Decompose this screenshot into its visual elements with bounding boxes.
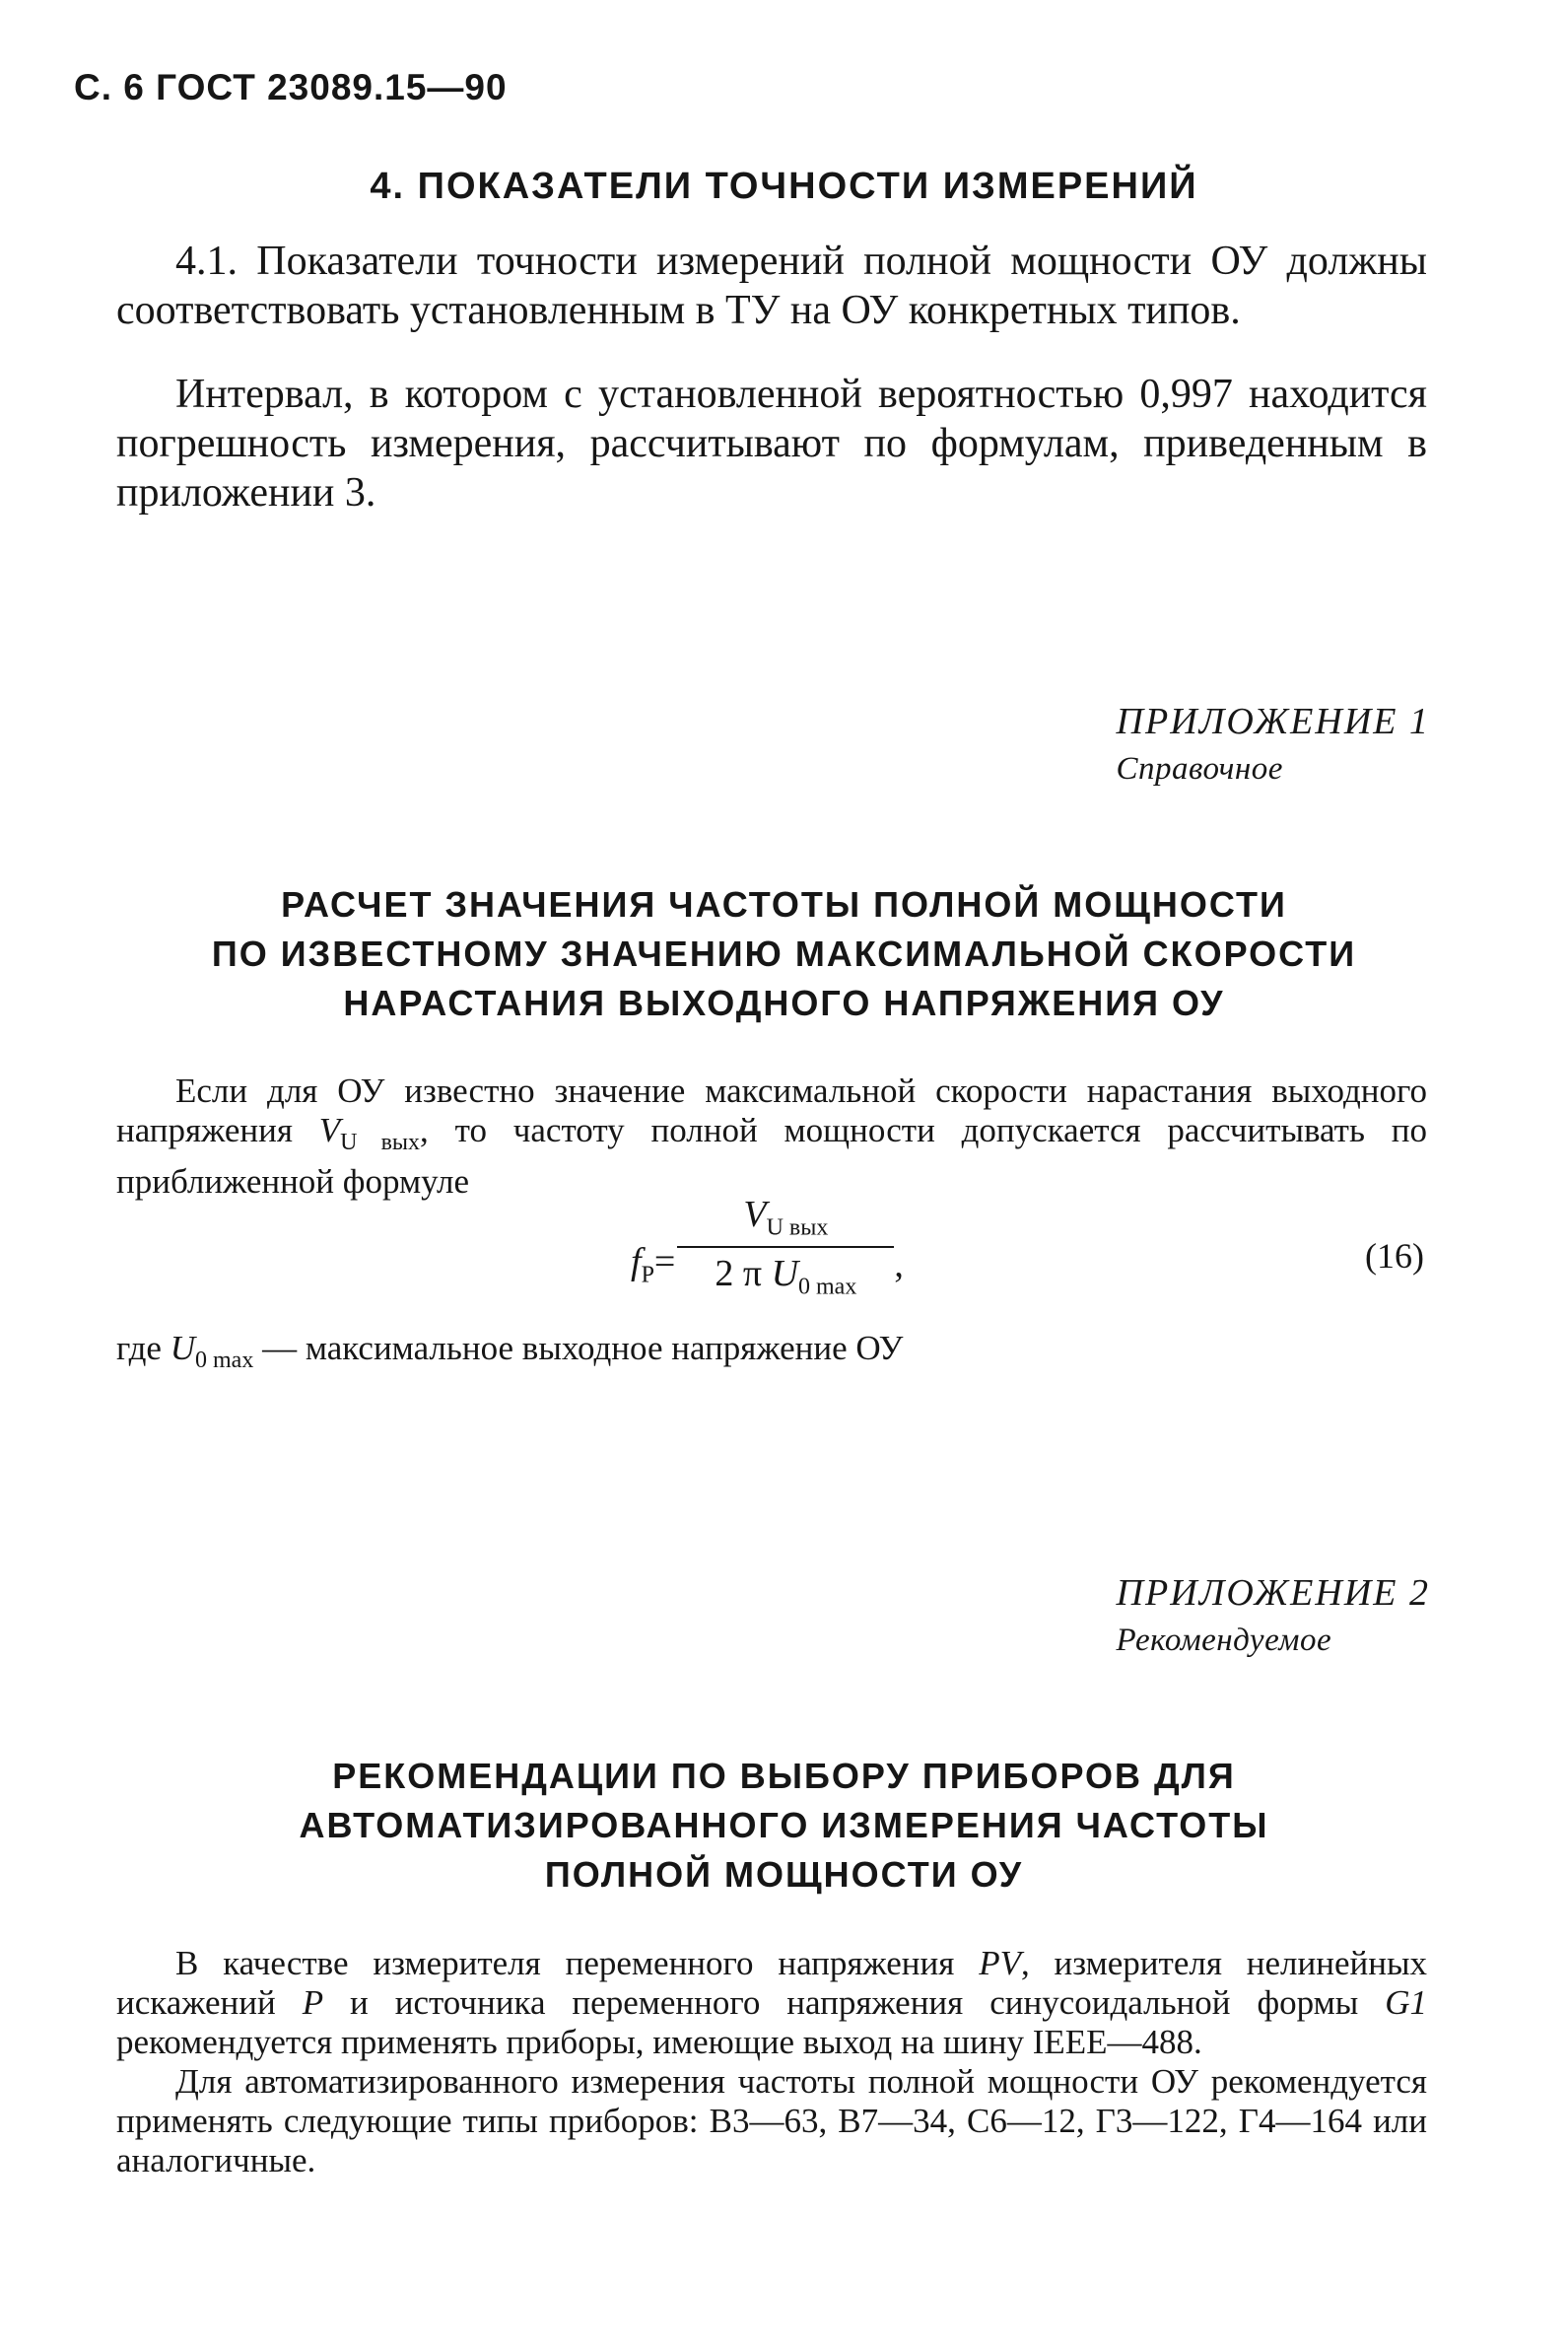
formula-numerator-sub: U вых: [766, 1214, 829, 1241]
formula-equals: =: [653, 1240, 676, 1282]
appendix-1-paragraph: [116, 1072, 1427, 1202]
where-prefix: где: [116, 1329, 170, 1367]
formula-number: (16): [1365, 1236, 1424, 1276]
section-4-title: 4. ПОКАЗАТЕЛИ ТОЧНОСТИ ИЗМЕРЕНИЙ: [370, 166, 1198, 207]
appendix-1-text-after: , то частоту полной мощности допускается рассчитывать по приближенной формуле: [116, 1111, 1427, 1201]
appendix-1-kind: Справочное: [1116, 751, 1283, 787]
formula-comma: ,: [894, 1243, 904, 1285]
section-4-paragraph-2: Интервал, в котором с установленной вероятностью 0,997 находится погрешность измерения, рассчитывают по формулам, приведенным в приложении 3.: [116, 372, 1427, 516]
appendix-2-p1-d: рекомендуется применять приборы, имеющие выход на шину IEEE—488.: [116, 2023, 1202, 2061]
appendix-2-title: [0, 1752, 1568, 1900]
formula-denominator-sub: 0 max: [798, 1274, 857, 1300]
appendix-2-p1-b: , измерителя нелинейных искажений: [116, 1944, 1427, 2022]
appendix-2-p1-a: В качестве измерителя переменного напряжения: [175, 1944, 980, 1982]
formula-denominator-var: U: [771, 1252, 799, 1294]
page-header: С. 6 ГОСТ 23089.15—90: [74, 67, 508, 107]
where-text: — максимальное выходное напряжение ОУ: [253, 1329, 904, 1367]
formula-16: [631, 1193, 904, 1300]
formula-where-clause: [116, 1329, 903, 1374]
appendix-2-label: ПРИЛОЖЕНИЕ 2: [1116, 1572, 1430, 1614]
appendix-1-title-line: НАРАСТАНИЯ ВЫХОДНОГО НАПРЯЖЕНИЯ ОУ: [343, 983, 1225, 1023]
appendix-2-label-block: [1117, 1569, 1430, 1664]
section-4-paragraph-1: 4.1. Показатели точности измерений полной мощности ОУ должны соответствовать установленным в ТУ на ОУ конкретных типов.: [116, 239, 1427, 333]
formula-numerator: V: [743, 1194, 767, 1235]
appendix-1-title: [0, 880, 1568, 1028]
appendix-1-text-before: Если для ОУ известно значение максимальной скорости нарастания выходного напряжения: [116, 1072, 1427, 1149]
formula-lhs-sub: P: [641, 1262, 654, 1288]
symbol-v: V: [318, 1111, 341, 1149]
appendix-2-p1-c: и источника переменного напряжения синусоидальной формы: [323, 1983, 1386, 2022]
appendix-2-paragraph-1: [116, 1944, 1427, 2062]
formula-lhs: f: [631, 1240, 642, 1282]
where-sub: 0 max: [195, 1348, 254, 1373]
appendix-1-label: ПРИЛОЖЕНИЕ 1: [1116, 701, 1430, 742]
appendix-2-title-line: ПОЛНОЙ МОЩНОСТИ ОУ: [544, 1854, 1024, 1895]
symbol-v-sub: U вых: [340, 1130, 421, 1155]
appendix-2-paragraph-2: Для автоматизированного измерения частоты полной мощности ОУ рекомендуется применять следующие типы приборов: В3—63, В7—34, С6—12, Г3—122, Г4—164 или аналогичные.: [116, 2062, 1427, 2179]
formula-denominator-prefix: 2 π: [715, 1252, 772, 1294]
appendix-1-label-block: [1117, 698, 1430, 793]
appendix-1-title-line: РАСЧЕТ ЗНАЧЕНИЯ ЧАСТОТЫ ПОЛНОЙ МОЩНОСТИ: [281, 884, 1287, 925]
appendix-1-title-line: ПО ИЗВЕСТНОМУ ЗНАЧЕНИЮ МАКСИМАЛЬНОЙ СКОРОСТИ: [211, 933, 1357, 974]
appendix-2-title-line: АВТОМАТИЗИРОВАННОГО ИЗМЕРЕНИЯ ЧАСТОТЫ: [299, 1805, 1269, 1845]
appendix-2-kind: Рекомендуемое: [1116, 1623, 1332, 1658]
symbol-g1: G1: [1385, 1983, 1428, 2022]
symbol-pv: PV: [979, 1944, 1021, 1982]
appendix-2-title-line: РЕКОМЕНДАЦИИ ПО ВЫБОРУ ПРИБОРОВ ДЛЯ: [332, 1756, 1236, 1796]
where-var: U: [170, 1329, 195, 1367]
symbol-p: P: [302, 1983, 324, 2022]
